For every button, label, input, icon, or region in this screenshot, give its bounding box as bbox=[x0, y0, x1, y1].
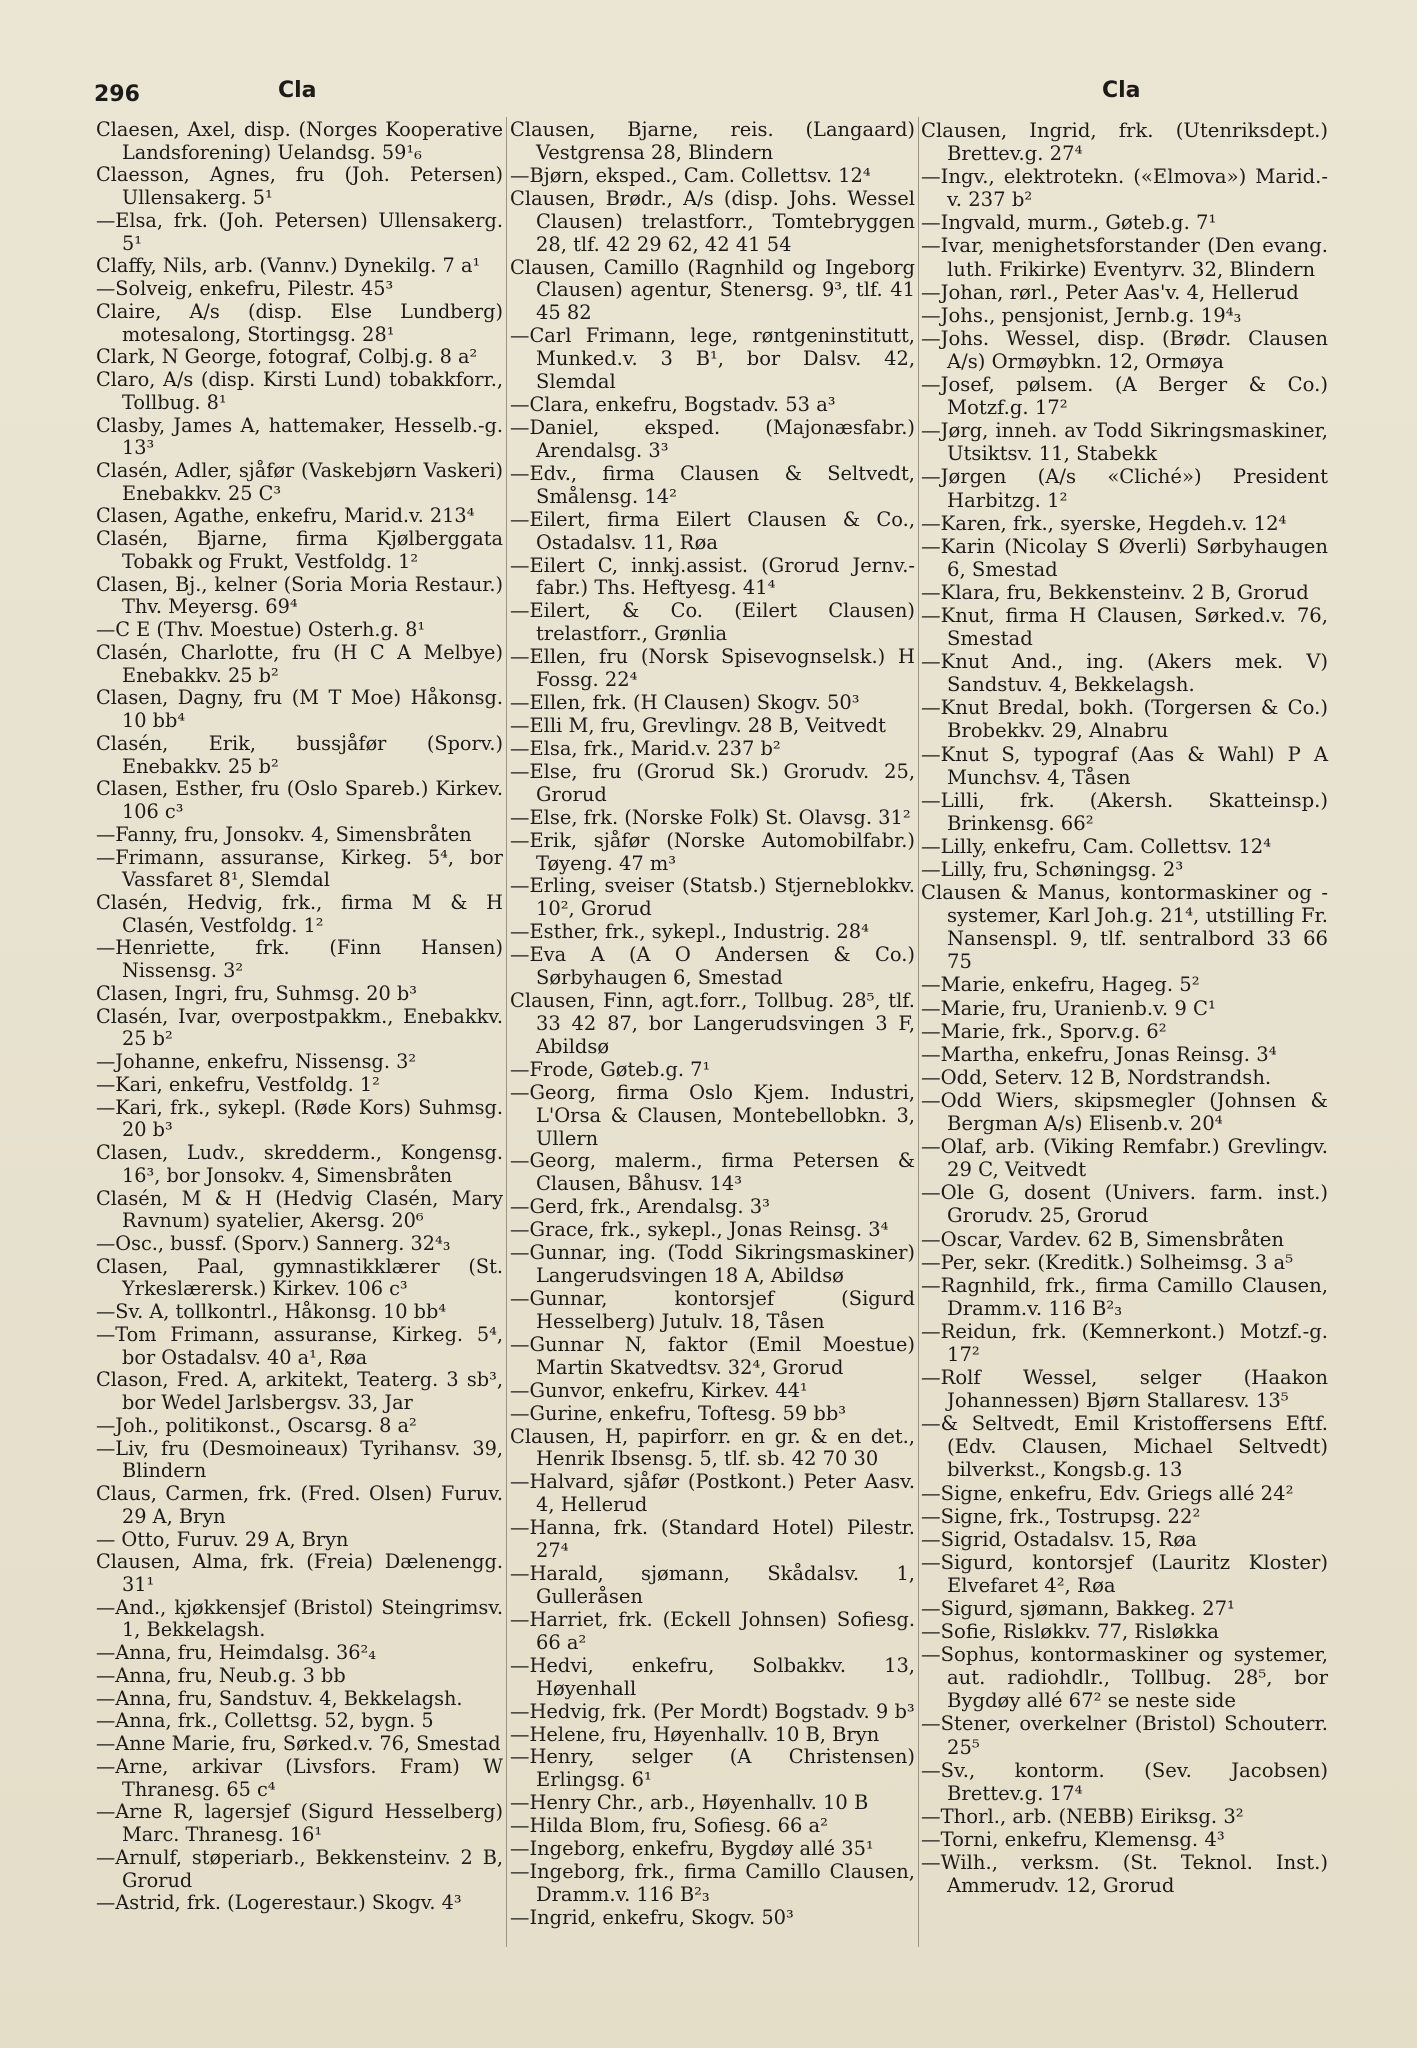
directory-column-1 bbox=[96, 119, 503, 1915]
directory-entry: —Marie, enkefru, Hageg. 5² bbox=[921, 973, 1200, 997]
directory-entry: Clasen, Ingri, fru, Suhmsg. 20 b³ bbox=[96, 981, 418, 1005]
directory-entry: —Henriette, frk. (Finn Hansen) Nissensg. 3² bbox=[96, 936, 503, 983]
directory-entry: —Lilli, frk. (Akersh. Skatteinsp.) Brinkensg. 66² bbox=[921, 788, 1328, 835]
directory-entry: —Knut S, typograf (Aas & Wahl) P A Munchsv. 4, Tåsen bbox=[921, 742, 1328, 789]
directory-entry: —Ingv., elektrotekn. («Elmova») Marid.-v. 237 b² bbox=[921, 165, 1328, 212]
directory-entry: — Otto, Furuv. 29 A, Bryn bbox=[96, 1527, 349, 1551]
directory-entry: —Grace, frk., sykepl., Jonas Reinsg. 3⁴ bbox=[510, 1218, 889, 1242]
directory-entry: Claesen, Axel, disp. (Norges Kooperative Landsforening) Uelandsg. 59¹₆ bbox=[96, 118, 503, 164]
directory-entry: —Hedvi, enkefru, Solbakkv. 13, Høyenhall bbox=[510, 1653, 915, 1700]
directory-entry: —Carl Frimann, lege, røntgeninstitutt, Munked.v. 3 B¹, bor Dalsv. 42, Slemdal bbox=[510, 324, 915, 394]
directory-entry: —Anna, frk., Collettsg. 52, bygn. 5 bbox=[96, 1709, 434, 1733]
directory-entry: —Sigurd, kontorsjef (Lauritz Kloster) Elvefaret 4², Røa bbox=[921, 1550, 1328, 1597]
directory-entry: —Per, sekr. (Kreditk.) Solheimsg. 3 a⁵ bbox=[921, 1250, 1294, 1274]
directory-column-3 bbox=[921, 119, 1328, 1897]
directory-entry: —Ingeborg, enkefru, Bygdøy allé 35¹ bbox=[510, 1837, 874, 1861]
directory-entry: —Sigrid, Ostadalsv. 15, Røa bbox=[921, 1527, 1197, 1551]
directory-entry: —Osc., bussf. (Sporv.) Sannerg. 32⁴₃ bbox=[96, 1231, 451, 1255]
directory-entry: Clausen & Manus, kontormaskiner og -systemer, Karl Joh.g. 21⁴, utstilling Fr. Nansenspl. 9, tlf. sentralbord 33 66 75 bbox=[921, 881, 1328, 974]
directory-entry: —Sv., kontorm. (Sev. Jacobsen) Brettev.g. 17⁴ bbox=[921, 1758, 1328, 1805]
directory-entry: —Odd Wiers, skipsmegler (Johnsen & Bergman A/s) Elisenb.v. 20⁴ bbox=[921, 1088, 1328, 1136]
directory-entry: Claffy, Nils, arb. (Vannv.) Dynekilg. 7 a¹ bbox=[96, 254, 481, 278]
directory-entry: —Astrid, frk. (Logerestaur.) Skogv. 4³ bbox=[96, 1891, 462, 1915]
directory-entry: —Ivar, menighetsforstander (Den evang. luth. Frikirke) Eventyrv. 32, Blindern bbox=[921, 234, 1328, 281]
directory-entry: Clasén, Charlotte, fru (H C A Melbye) Enebakkv. 25 b² bbox=[96, 640, 503, 687]
directory-entry: —Kari, enkefru, Vestfoldg. 1² bbox=[96, 1072, 380, 1096]
directory-entry: —Erling, sveiser (Statsb.) Stjerneblokkv. 10², Grorud bbox=[510, 874, 915, 921]
directory-entry: Clason, Fred. A, arkitekt, Teaterg. 3 sb³, bor Wedel Jarlsbergsv. 33, Jar bbox=[96, 1368, 503, 1415]
directory-entry: —Kari, frk., sykepl. (Røde Kors) Suhmsg. 20 b³ bbox=[96, 1095, 503, 1142]
directory-entry: —Elsa, frk. (Joh. Petersen) Ullensakerg. 5¹ bbox=[96, 208, 503, 255]
directory-entry: —Else, fru (Grorud Sk.) Grorudv. 25, Grorud bbox=[510, 759, 915, 806]
directory-entry: —Frimann, assuranse, Kirkeg. 5⁴, bor Vassfaret 8¹, Slemdal bbox=[96, 845, 503, 892]
directory-entry: —Ellen, fru (Norsk Spisevognselsk.) H Fossg. 22⁴ bbox=[510, 645, 915, 692]
directory-entry: —Knut Bredal, bokh. (Torgersen & Co.) Brobekkv. 29, Alnabru bbox=[921, 696, 1328, 743]
directory-entry: —Eva A (A O Andersen & Co.) Sørbyhaugen 6, Smestad bbox=[510, 943, 915, 990]
directory-entry: Clasen, Dagny, fru (M T Moe) Håkonsg. 10 bb⁴ bbox=[96, 686, 503, 733]
directory-entry: Clasén, M & H (Hedvig Clasén, Mary Ravnum) syatelier, Akersg. 20⁶ bbox=[96, 1186, 503, 1233]
directory-entry: —Knut And., ing. (Akers mek. V) Sandstuv. 4, Bekkelagsh. bbox=[921, 650, 1328, 697]
directory-entry: —Solveig, enkefru, Pilestr. 45³ bbox=[96, 277, 394, 301]
directory-entry: —Clara, enkefru, Bogstadv. 53 a³ bbox=[510, 393, 836, 417]
directory-entry: Clausen, Finn, agt.forr., Tollbug. 28⁵, tlf. 33 42 87, bor Langerudsvingen 3 F, Abildsø bbox=[510, 989, 915, 1058]
directory-entry: —Arnulf, støperiarb., Bekkensteinv. 2 B, Grorud bbox=[96, 1845, 503, 1892]
directory-entry: Clasén, Hedvig, frk., firma M & H Clasén, Vestfoldg. 1² bbox=[96, 890, 503, 937]
directory-entry: —Karin (Nicolay S Øverli) Sørbyhaugen 6, Smestad bbox=[921, 534, 1328, 581]
directory-entry: —Henry, selger (A Christensen) Erlingsg. 6¹ bbox=[510, 1745, 915, 1792]
directory-entry: Clausen, Bjarne, reis. (Langaard) Vestgrensa 28, Blindern bbox=[510, 118, 915, 164]
directory-entry: —Gerd, frk., Arendalsg. 3³ bbox=[510, 1195, 770, 1219]
directory-entry: —Bjørn, eksped., Cam. Collettsv. 12⁴ bbox=[510, 163, 871, 187]
directory-entry: —Anne Marie, fru, Sørked.v. 76, Smestad bbox=[96, 1732, 501, 1756]
directory-entry: —Arne R, lagersjef (Sigurd Hesselberg) Marc. Thranesg. 16¹ bbox=[96, 1800, 503, 1847]
directory-entry: —Thorl., arb. (NEBB) Eiriksg. 3² bbox=[921, 1804, 1244, 1828]
directory-entry: —Eilert, & Co. (Eilert Clausen) trelastforr., Grønlia bbox=[510, 599, 915, 646]
directory-entry: Claro, A/s (disp. Kirsti Lund) tobakkforr., Tollbug. 8¹ bbox=[96, 368, 503, 414]
directory-entry: —Esther, frk., sykepl., Industrig. 28⁴ bbox=[510, 920, 869, 944]
directory-entry: Clasen, Bj., kelner (Soria Moria Restaur.) Thv. Meyersg. 69⁴ bbox=[96, 572, 503, 619]
directory-entry: Claire, A/s (disp. Else Lundberg) motesalong, Stortingsg. 28¹ bbox=[96, 299, 503, 346]
directory-entry: —Karen, frk., syerske, Hegdeh.v. 12⁴ bbox=[921, 511, 1287, 535]
directory-entry: —Hanna, frk. (Standard Hotel) Pilestr. 27⁴ bbox=[510, 1516, 915, 1563]
directory-entry: Clasén, Erik, bussjåfør (Sporv.) Enebakkv. 25 b² bbox=[96, 731, 503, 778]
directory-entry: —Halvard, sjåfør (Postkont.) Peter Aasv. 4, Hellerud bbox=[510, 1470, 915, 1517]
directory-entry: —Marie, frk., Sporv.g. 6² bbox=[921, 1019, 1167, 1043]
directory-entry: —Daniel, eksped. (Majonæsfabr.) Arendalsg. 3³ bbox=[510, 415, 915, 462]
directory-entry: —Hedvig, frk. (Per Mordt) Bogstadv. 9 b³ bbox=[510, 1699, 915, 1723]
directory-entry: —Frode, Gøteb.g. 7¹ bbox=[510, 1057, 711, 1081]
directory-entry: Clasén, Bjarne, firma Kjølberggata Tobakk og Frukt, Vestfoldg. 1² bbox=[96, 527, 503, 573]
directory-entry: —Oscar, Vardev. 62 B, Simensbråten bbox=[921, 1227, 1285, 1251]
directory-entry: —Gunnar N, faktor (Emil Moestue) Martin Skatvedtsv. 32⁴, Grorud bbox=[510, 1332, 915, 1379]
running-header-left: Cla bbox=[278, 78, 317, 103]
directory-entry: Clausen, Camillo (Ragnhild og Ingeborg Clausen) agentur, Stenersg. 9³, tlf. 41 45 82 bbox=[510, 255, 915, 325]
directory-entry: Clasen, Esther, fru (Oslo Spareb.) Kirkev. 106 c³ bbox=[96, 777, 503, 824]
directory-entry: Clasén, Adler, sjåfør (Vaskebjørn Vaskeri) Enebakkv. 25 C³ bbox=[96, 459, 503, 505]
directory-entry: —Else, frk. (Norske Folk) St. Olavsg. 31² bbox=[510, 805, 911, 829]
directory-entry: —Sofie, Risløkkv. 77, Risløkka bbox=[921, 1620, 1219, 1644]
directory-entry: —Eilert, firma Eilert Clausen & Co., Ostadalsv. 11, Røa bbox=[510, 507, 915, 554]
directory-entry: —Knut, firma H Clausen, Sørked.v. 76, Smestad bbox=[921, 603, 1328, 651]
directory-entry: —Johanne, enkefru, Nissensg. 3² bbox=[96, 1050, 417, 1074]
directory-entry: —Ingrid, enkefru, Skogv. 50³ bbox=[510, 1905, 794, 1929]
directory-entry: Clasby, James A, hattemaker, Hesselb.-g. 13³ bbox=[96, 413, 503, 460]
directory-entry: Clausen, Brødr., A/s (disp. Johs. Wessel Clausen) trelastforr., Tomtebryggen 28, tlf. 42 29 62, 42 41 54 bbox=[510, 186, 915, 256]
directory-entry: —Johan, rørl., Peter Aas'v. 4, Hellerud bbox=[921, 280, 1299, 304]
directory-entry: —Klara, fru, Bekkensteinv. 2 B, Grorud bbox=[921, 580, 1309, 604]
directory-entry: —And., kjøkkensjef (Bristol) Steingrimsv. 1, Bekkelagsh. bbox=[96, 1595, 503, 1642]
directory-entry: —Signe, enkefru, Edv. Griegs allé 24² bbox=[921, 1481, 1294, 1505]
directory-entry: —Reidun, frk. (Kemnerkont.) Motzf.-g. 17² bbox=[921, 1319, 1328, 1366]
directory-entry: —Ingeborg, frk., firma Camillo Clausen, Dramm.v. 116 B²₃ bbox=[510, 1860, 915, 1906]
directory-column-2 bbox=[510, 119, 915, 1930]
directory-entry: —Olaf, arb. (Viking Remfabr.) Grevlingv. 29 C, Veitvedt bbox=[921, 1135, 1328, 1182]
directory-entry: —Elli M, fru, Grevlingv. 28 B, Veitvedt bbox=[510, 713, 886, 737]
directory-entry: Claesson, Agnes, fru (Joh. Petersen) Ullensakerg. 5¹ bbox=[96, 163, 503, 210]
directory-entry: —Sigurd, sjømann, Bakkeg. 27¹ bbox=[921, 1597, 1235, 1620]
directory-entry: —Elsa, frk., Marid.v. 237 b² bbox=[510, 736, 781, 760]
directory-entry: —Sophus, kontormaskiner og systemer, aut. radiohdlr., Tollbug. 28⁵, bor Bygdøy allé 67² se neste side bbox=[921, 1643, 1328, 1713]
directory-entry: —Johs., pensjonist, Jernb.g. 19⁴₃ bbox=[921, 303, 1242, 327]
directory-entry: —Erik, sjåfør (Norske Automobilfabr.) Tøyeng. 47 m³ bbox=[510, 828, 915, 875]
directory-entry: —Harald, sjømann, Skådalsv. 1, Gulleråsen bbox=[510, 1562, 915, 1608]
directory-entry: —Josef, pølsem. (A Berger & Co.) Motzf.g. 17² bbox=[921, 373, 1328, 420]
directory-entry: Clasen, Paal, gymnastikklærer (St. Yrkeslærersk.) Kirkev. 106 c³ bbox=[96, 1254, 503, 1301]
directory-entry: —Rolf Wessel, selger (Haakon Johannessen) Bjørn Stallaresv. 13⁵ bbox=[921, 1366, 1328, 1413]
directory-entry: —Stener, overkelner (Bristol) Schouterr. 25⁵ bbox=[921, 1712, 1328, 1759]
directory-entry: —Anna, fru, Heimdalsg. 36²₄ bbox=[96, 1641, 376, 1665]
directory-entry: Clausen, Alma, frk. (Freia) Dælenengg. 31¹ bbox=[96, 1550, 503, 1596]
directory-entry: Clasen, Agathe, enkefru, Marid.v. 213⁴ bbox=[96, 504, 475, 528]
directory-entry: —Harriet, frk. (Eckell Johnsen) Sofiesg. 66 a² bbox=[510, 1607, 915, 1654]
page-number: 296 bbox=[94, 82, 140, 107]
directory-entry: Clasén, Ivar, overpostpakkm., Enebakkv. 25 b² bbox=[96, 1004, 503, 1051]
directory-entry: —Gurine, enkefru, Toftesg. 59 bb³ bbox=[510, 1401, 847, 1425]
directory-entry: Clasen, Ludv., skredderm., Kongensg. 16³, bor Jonsokv. 4, Simensbråten bbox=[96, 1141, 503, 1187]
directory-entry: —Georg, firma Oslo Kjem. Industri, L'Orsa & Clausen, Montebellobkn. 3, Ullern bbox=[510, 1080, 915, 1150]
directory-entry: —Jørgen (A/s «Cliché») President Harbitzg. 1² bbox=[921, 465, 1328, 512]
directory-entry: —Arne, arkivar (Livsfors. Fram) W Thranesg. 65 c⁴ bbox=[96, 1754, 503, 1801]
directory-entry: —& Seltvedt, Emil Kristoffersens Eftf. (Edv. Clausen, Michael Seltvedt) bilverkst., Kongsb.g. 13 bbox=[921, 1412, 1328, 1482]
running-header-right: Cla bbox=[1102, 78, 1141, 103]
directory-entry: —Sv. A, tollkontrl., Håkonsg. 10 bb⁴ bbox=[96, 1300, 447, 1324]
directory-entry: —Ellen, frk. (H Clausen) Skogv. 50³ bbox=[510, 691, 860, 715]
directory-entry: —Odd, Seterv. 12 B, Nordstrandsh. bbox=[921, 1065, 1272, 1089]
directory-entry: —Joh., politikonst., Oscarsg. 8 a² bbox=[96, 1413, 417, 1437]
directory-entry: —Henry Chr., arb., Høyenhallv. 10 B bbox=[510, 1791, 869, 1815]
directory-entry: —Lilly, enkefru, Cam. Collettsv. 12⁴ bbox=[921, 834, 1272, 858]
directory-entry: —Tom Frimann, assuranse, Kirkeg. 5⁴, bor Ostadalsv. 40 a¹, Røa bbox=[96, 1322, 503, 1369]
directory-entry: —Helene, fru, Høyenhallv. 10 B, Bryn bbox=[510, 1722, 880, 1746]
directory-entry: —Jørg, inneh. av Todd Sikringsmaskiner, Utsiktsv. 11, Stabekk bbox=[921, 419, 1328, 466]
directory-entry: —Ingvald, murm., Gøteb.g. 7¹ bbox=[921, 211, 1217, 235]
directory-entry: —Johs. Wessel, disp. (Brødr. Clausen A/s) Ormøybkn. 12, Ormøya bbox=[921, 326, 1328, 373]
directory-entry: —Marie, fru, Uranienb.v. 9 C¹ bbox=[921, 996, 1216, 1020]
directory-entry: —Gunvor, enkefru, Kirkev. 44¹ bbox=[510, 1378, 808, 1402]
directory-entry: —Signe, frk., Tostrupsg. 22² bbox=[921, 1504, 1201, 1528]
directory-entry: —Eilert C, innkj.assist. (Grorud Jernv.-fabr.) Ths. Heftyesg. 41⁴ bbox=[510, 553, 915, 600]
directory-entry: —Ole G, dosent (Univers. farm. inst.) Grorudv. 25, Grorud bbox=[921, 1181, 1328, 1228]
directory-entry: Clausen, Ingrid, frk. (Utenriksdept.) Brettev.g. 27⁴ bbox=[921, 119, 1328, 166]
directory-entry: —Gunnar, ing. (Todd Sikringsmaskiner) Langerudsvingen 18 A, Abildsø bbox=[510, 1241, 915, 1288]
directory-entry: —Georg, malerm., firma Petersen & Clausen, Båhusv. 14³ bbox=[510, 1149, 915, 1196]
directory-entry: —Liv, fru (Desmoineaux) Tyrihansv. 39, Blindern bbox=[96, 1436, 503, 1483]
directory-entry: —Hilda Blom, fru, Sofiesg. 66 a² bbox=[510, 1814, 828, 1838]
directory-entry: —Fanny, fru, Jonsokv. 4, Simensbråten bbox=[96, 822, 472, 846]
directory-entry: —Wilh., verksm. (St. Teknol. Inst.) Ammerudv. 12, Grorud bbox=[921, 1851, 1328, 1898]
directory-entry: —C E (Thv. Moestue) Osterh.g. 8¹ bbox=[96, 618, 426, 642]
column-divider bbox=[506, 117, 507, 1947]
directory-entry: —Edv., firma Clausen & Seltvedt, Smålensg. 14² bbox=[510, 461, 915, 508]
directory-entry: Clark, N George, fotograf, Colbj.g. 8 a² bbox=[96, 345, 478, 369]
column-divider bbox=[918, 117, 919, 1947]
directory-entry: —Ragnhild, frk., firma Camillo Clausen, Dramm.v. 116 B²₃ bbox=[921, 1273, 1328, 1320]
directory-entry: Clausen, H, papirforr. en gr. & en det., Henrik Ibsensg. 5, tlf. sb. 42 70 30 bbox=[510, 1424, 915, 1471]
directory-entry: —Lilly, fru, Schøningsg. 2³ bbox=[921, 858, 1184, 881]
directory-entry: —Anna, fru, Sandstuv. 4, Bekkelagsh. bbox=[96, 1686, 463, 1710]
directory-entry: Claus, Carmen, frk. (Fred. Olsen) Furuv. 29 A, Bryn bbox=[96, 1482, 503, 1528]
directory-entry: —Martha, enkefru, Jonas Reinsg. 3⁴ bbox=[921, 1042, 1277, 1066]
directory-entry: —Gunnar, kontorsjef (Sigurd Hesselberg) Jutulv. 18, Tåsen bbox=[510, 1287, 915, 1333]
directory-entry: —Anna, fru, Neub.g. 3 bb bbox=[96, 1663, 346, 1687]
directory-entry: —Torni, enkefru, Klemensg. 4³ bbox=[921, 1827, 1225, 1851]
